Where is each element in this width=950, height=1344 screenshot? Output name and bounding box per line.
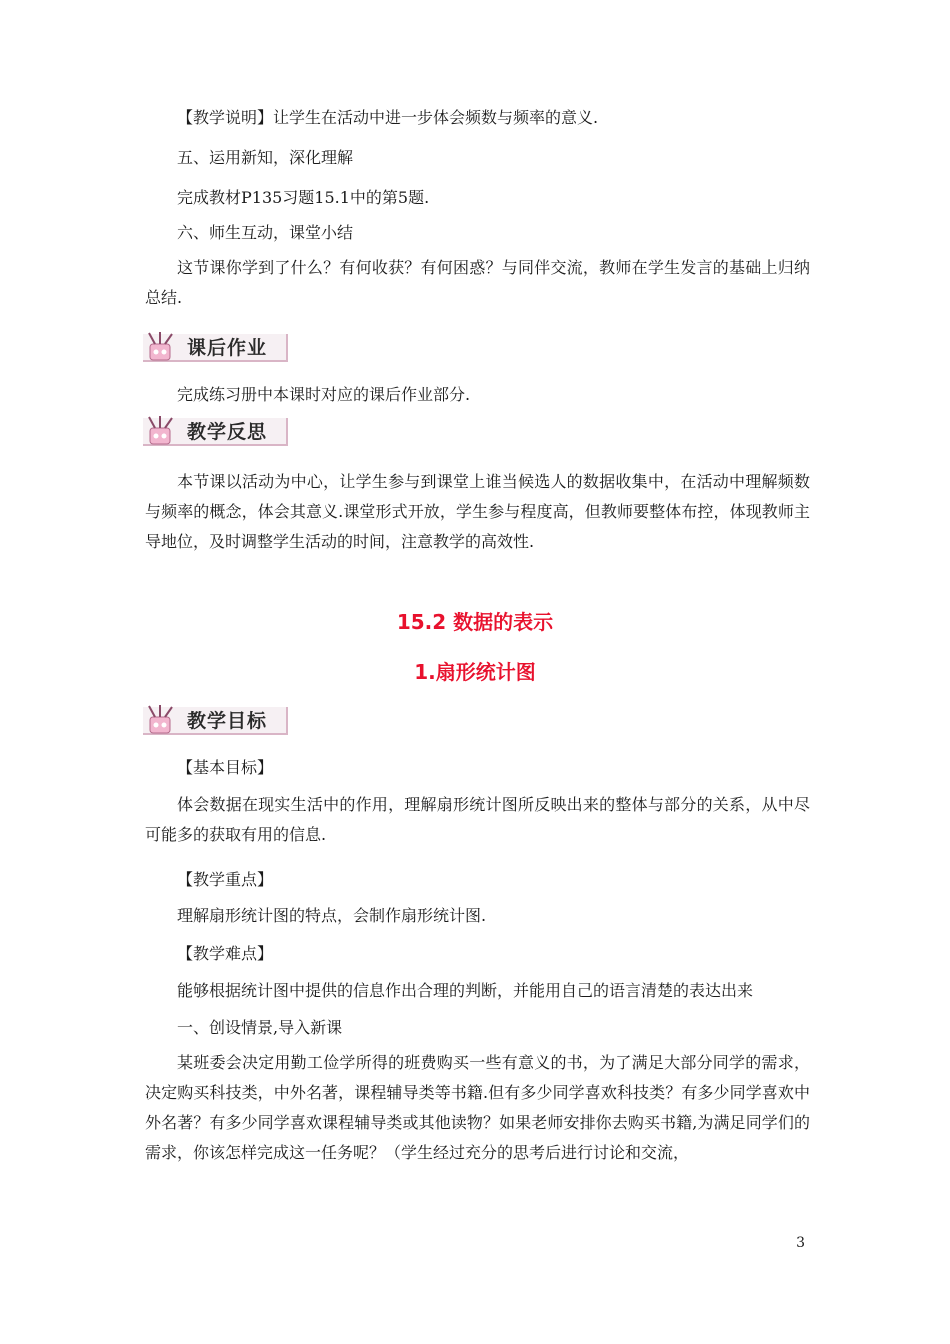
exercise-line: 完成教材P135习题15.1中的第5题. <box>177 188 430 207</box>
reflection-badge <box>143 414 288 448</box>
pencil-cup-icon <box>143 703 183 737</box>
section-title: 15.2 数据的表示 <box>396 610 554 634</box>
pencil-cup-icon <box>143 414 183 448</box>
reflection-paragraph: 本节课以活动为中心，让学生参与到课堂上谁当候选人的数据收集中，在活动中理解频数与频率的概念，体会其意义.课堂形式开放，学生参与程度高，但教师要整体布控，体现教师主导地位，及时调整学生活动的时间，注意教学的高效性. <box>145 472 810 551</box>
section-heading-5: 五、运用新知，深化理解 <box>177 148 354 167</box>
page-number: 3 <box>796 1235 805 1251</box>
difficulty-text: 能够根据统计图中提供的信息作出合理的判断，并能用自己的语言清楚的表达出来 <box>177 981 754 1000</box>
section-heading-6: 六、师生互动，课堂小结 <box>177 223 354 242</box>
summary-paragraph: 这节课你学到了什么？有何收获？有何困惑？与同伴交流，教师在学生发言的基础上归纳总结. <box>145 258 810 307</box>
reflection-badge-label: 教学反思 <box>187 421 268 443</box>
difficulty-label: 【教学难点】 <box>177 944 274 963</box>
basic-goal-label: 【基本目标】 <box>177 758 274 777</box>
subsection-title: 1.扇形统计图 <box>414 660 536 684</box>
intro-paragraph: 某班委会决定用勤工俭学所得的班费购买一些有意义的书，为了满足大部分同学的需求，决定购买科技类，中外名著，课程辅导类等书籍.但有多少同学喜欢科技类？有多少同学喜欢中外名著？有多少同学喜欢课程辅导类或其他读物？如果老师安排你去购买书籍,为满足同学们的需求，你该怎样完成这一任务呢？（学生经过充分的思考后进行讨论和交流， <box>145 1053 810 1162</box>
key-point-label: 【教学重点】 <box>177 870 274 889</box>
section-heading-1: 一、创设情景,导入新课 <box>177 1018 343 1037</box>
key-point-text: 理解扇形统计图的特点，会制作扇形统计图. <box>177 906 487 925</box>
homework-badge-label: 课后作业 <box>187 337 268 359</box>
objectives-badge <box>143 703 288 737</box>
objectives-badge-label: 教学目标 <box>187 710 268 732</box>
pencil-cup-icon <box>143 330 183 364</box>
homework-badge <box>143 330 288 364</box>
basic-goal-text: 体会数据在现实生活中的作用，理解扇形统计图所反映出来的整体与部分的关系，从中尽可能多的获取有用的信息. <box>145 795 810 844</box>
homework-text: 完成练习册中本课时对应的课后作业部分. <box>177 385 471 404</box>
teaching-note: 【教学说明】让学生在活动中进一步体会频数与频率的意义. <box>177 108 599 127</box>
